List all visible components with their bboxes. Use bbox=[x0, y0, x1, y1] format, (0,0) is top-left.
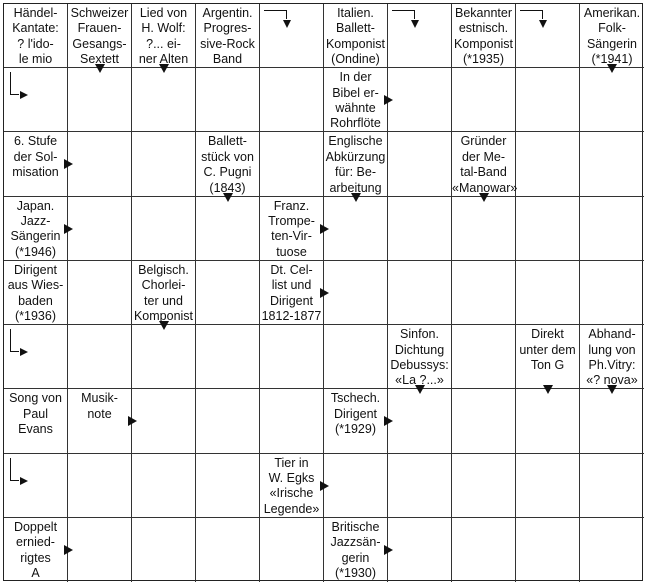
arrow-right-icon bbox=[64, 224, 73, 234]
clue-text: Italien. Ballett- Komponist (Ondine) bbox=[325, 6, 386, 67]
answer-cell[interactable] bbox=[452, 325, 516, 389]
arrow-right-icon bbox=[384, 545, 393, 555]
answer-cell[interactable] bbox=[388, 518, 452, 582]
answer-cell[interactable] bbox=[260, 325, 324, 389]
clue-text: Argentin. Progres- sive-Rock Band bbox=[200, 6, 255, 67]
arrow-right-icon bbox=[320, 224, 329, 234]
answer-cell[interactable] bbox=[452, 261, 516, 325]
answer-cell[interactable] bbox=[324, 454, 388, 518]
answer-cell[interactable] bbox=[324, 197, 388, 261]
clue-cell bbox=[324, 68, 388, 132]
clue-cell bbox=[324, 132, 388, 196]
clue-text: Abhand- lung von Ph.Vitry: «? nova» bbox=[586, 327, 638, 388]
answer-cell[interactable] bbox=[388, 132, 452, 196]
answer-cell[interactable] bbox=[580, 518, 644, 582]
answer-cell[interactable] bbox=[132, 132, 196, 196]
clue-text: Tschech. Dirigent (*1929) bbox=[330, 391, 381, 437]
answer-cell[interactable] bbox=[388, 197, 452, 261]
answer-cell[interactable] bbox=[516, 132, 580, 196]
answer-cell[interactable] bbox=[132, 454, 196, 518]
clue-cell bbox=[260, 197, 324, 261]
answer-cell[interactable] bbox=[196, 518, 260, 582]
answer-cell[interactable] bbox=[132, 518, 196, 582]
clue-cell bbox=[452, 4, 516, 68]
clue-cell bbox=[132, 4, 196, 68]
arrow-cell bbox=[388, 4, 452, 68]
answer-cell[interactable] bbox=[516, 454, 580, 518]
answer-cell[interactable] bbox=[516, 389, 580, 453]
clue-text: Dt. Cel- list und Dirigent 1812-1877 bbox=[261, 262, 322, 324]
clue-cell bbox=[4, 4, 68, 68]
clue-cell bbox=[4, 389, 68, 453]
answer-cell[interactable] bbox=[452, 518, 516, 582]
clue-text: Englische Abkürzung für: Be- arbeitung bbox=[325, 134, 386, 195]
clue-cell bbox=[388, 325, 452, 389]
answer-cell[interactable] bbox=[196, 454, 260, 518]
clue-text: Direkt unter dem Ton G bbox=[519, 327, 576, 372]
arrow-cell bbox=[516, 4, 580, 68]
clue-cell bbox=[4, 197, 68, 261]
arrow-right-icon bbox=[384, 95, 393, 105]
clue-text: Händel- Kantate: ? l'ido- le mio bbox=[12, 6, 59, 67]
arrow-down-icon bbox=[159, 64, 169, 73]
answer-cell[interactable] bbox=[580, 454, 644, 518]
clue-text: Doppelt ernied- rigtes A bbox=[13, 519, 58, 580]
answer-cell[interactable] bbox=[68, 68, 132, 132]
arrow-cell bbox=[4, 454, 68, 518]
crossword-grid bbox=[3, 3, 643, 581]
answer-cell[interactable] bbox=[580, 197, 644, 261]
answer-cell[interactable] bbox=[196, 325, 260, 389]
answer-cell[interactable] bbox=[516, 261, 580, 325]
answer-cell[interactable] bbox=[132, 197, 196, 261]
clue-cell bbox=[260, 454, 324, 518]
clue-cell bbox=[580, 4, 644, 68]
arrow-right-icon bbox=[320, 288, 329, 298]
clue-text: Lied von H. Wolf: ?... ei- ner Alten bbox=[138, 6, 189, 67]
arrow-right-icon bbox=[64, 545, 73, 555]
answer-cell[interactable] bbox=[388, 261, 452, 325]
clue-text: 6. Stufe der Sol- misation bbox=[12, 134, 59, 180]
answer-cell[interactable] bbox=[196, 68, 260, 132]
arrow-cell bbox=[4, 325, 68, 389]
clue-text: Sinfon. Dichtung Debussys: «La ?...» bbox=[390, 327, 449, 388]
clue-cell bbox=[516, 325, 580, 389]
arrow-right-icon bbox=[384, 416, 393, 426]
clue-cell bbox=[196, 132, 260, 196]
clue-cell bbox=[580, 325, 644, 389]
answer-cell[interactable] bbox=[68, 325, 132, 389]
answer-cell[interactable] bbox=[452, 389, 516, 453]
clue-cell bbox=[324, 389, 388, 453]
answer-cell[interactable] bbox=[388, 389, 452, 453]
answer-cell[interactable] bbox=[580, 68, 644, 132]
arrow-down-icon bbox=[351, 193, 361, 202]
arrow-down-icon bbox=[607, 385, 617, 394]
bent-arrow-down-icon bbox=[392, 10, 415, 19]
answer-cell[interactable] bbox=[580, 261, 644, 325]
arrow-down-icon bbox=[95, 64, 105, 73]
clue-cell bbox=[324, 518, 388, 582]
arrow-down-icon bbox=[479, 193, 489, 202]
clue-text: Franz. Trompe- ten-Vir- tuose bbox=[268, 198, 315, 259]
clue-cell bbox=[260, 261, 324, 325]
clue-text: Ballett- stück von C. Pugni (1843) bbox=[201, 134, 254, 195]
bent-arrow-right-icon bbox=[10, 458, 19, 481]
answer-cell[interactable] bbox=[516, 68, 580, 132]
clue-text: Britische Jazzsän- gerin (*1930) bbox=[330, 519, 381, 580]
answer-cell[interactable] bbox=[452, 68, 516, 132]
answer-cell[interactable] bbox=[68, 518, 132, 582]
answer-cell[interactable] bbox=[132, 389, 196, 453]
answer-cell[interactable] bbox=[452, 454, 516, 518]
clue-cell bbox=[4, 132, 68, 196]
arrow-down-icon bbox=[415, 385, 425, 394]
arrow-down-icon bbox=[607, 64, 617, 73]
arrow-right-icon bbox=[128, 416, 137, 426]
answer-cell[interactable] bbox=[260, 518, 324, 582]
clue-text: Dirigent aus Wies- baden (*1936) bbox=[7, 262, 64, 324]
answer-cell[interactable] bbox=[580, 132, 644, 196]
clue-cell bbox=[452, 132, 516, 196]
answer-cell[interactable] bbox=[68, 132, 132, 196]
clue-cell bbox=[196, 4, 260, 68]
answer-cell[interactable] bbox=[516, 197, 580, 261]
answer-cell[interactable] bbox=[580, 389, 644, 453]
clue-text: Schweizer Frauen- Gesangs- Sextett bbox=[70, 6, 129, 67]
answer-cell[interactable] bbox=[132, 68, 196, 132]
arrow-down-icon bbox=[159, 321, 169, 330]
clue-cell bbox=[68, 389, 132, 453]
arrow-right-icon bbox=[64, 159, 73, 169]
arrow-down-icon bbox=[223, 193, 233, 202]
clue-text: Song von Paul Evans bbox=[9, 391, 62, 437]
bent-arrow-right-icon bbox=[10, 72, 19, 95]
clue-cell bbox=[4, 518, 68, 582]
answer-cell[interactable] bbox=[324, 261, 388, 325]
answer-cell[interactable] bbox=[260, 68, 324, 132]
clue-cell bbox=[4, 261, 68, 325]
answer-cell[interactable] bbox=[388, 68, 452, 132]
arrow-down-icon bbox=[543, 385, 553, 394]
answer-cell[interactable] bbox=[516, 518, 580, 582]
answer-cell[interactable] bbox=[452, 197, 516, 261]
bent-arrow-down-icon bbox=[264, 10, 287, 19]
answer-cell[interactable] bbox=[196, 389, 260, 453]
answer-cell[interactable] bbox=[260, 132, 324, 196]
clue-cell bbox=[132, 261, 196, 325]
answer-cell[interactable] bbox=[68, 261, 132, 325]
clue-text: Musik- note bbox=[81, 391, 118, 421]
bent-arrow-down-icon bbox=[520, 10, 543, 19]
clue-text: Bekannter estnisch. Komponist (*1935) bbox=[453, 6, 514, 67]
answer-cell[interactable] bbox=[68, 454, 132, 518]
answer-cell[interactable] bbox=[260, 389, 324, 453]
arrow-right-icon bbox=[320, 481, 329, 491]
answer-cell[interactable] bbox=[196, 197, 260, 261]
answer-cell[interactable] bbox=[68, 197, 132, 261]
arrow-cell bbox=[260, 4, 324, 68]
answer-cell[interactable] bbox=[132, 325, 196, 389]
arrow-cell bbox=[4, 68, 68, 132]
answer-cell[interactable] bbox=[388, 454, 452, 518]
clue-text: Belgisch. Chorlei- ter und Komponist bbox=[133, 262, 194, 324]
clue-cell bbox=[68, 4, 132, 68]
answer-cell[interactable] bbox=[196, 261, 260, 325]
clue-text: Gründer der Me- tal-Band «Manowar» bbox=[452, 134, 518, 195]
answer-cell[interactable] bbox=[324, 325, 388, 389]
clue-text: Japan. Jazz- Sängerin (*1946) bbox=[10, 198, 61, 259]
clue-cell bbox=[324, 4, 388, 68]
clue-text: Amerikan. Folk- Sängerin (*1941) bbox=[583, 6, 641, 67]
clue-text: Tier in W. Egks «Irische Legende» bbox=[263, 455, 320, 516]
bent-arrow-right-icon bbox=[10, 329, 19, 352]
clue-text: In der Bibel er- wähnte Rohrflöte bbox=[330, 70, 381, 131]
